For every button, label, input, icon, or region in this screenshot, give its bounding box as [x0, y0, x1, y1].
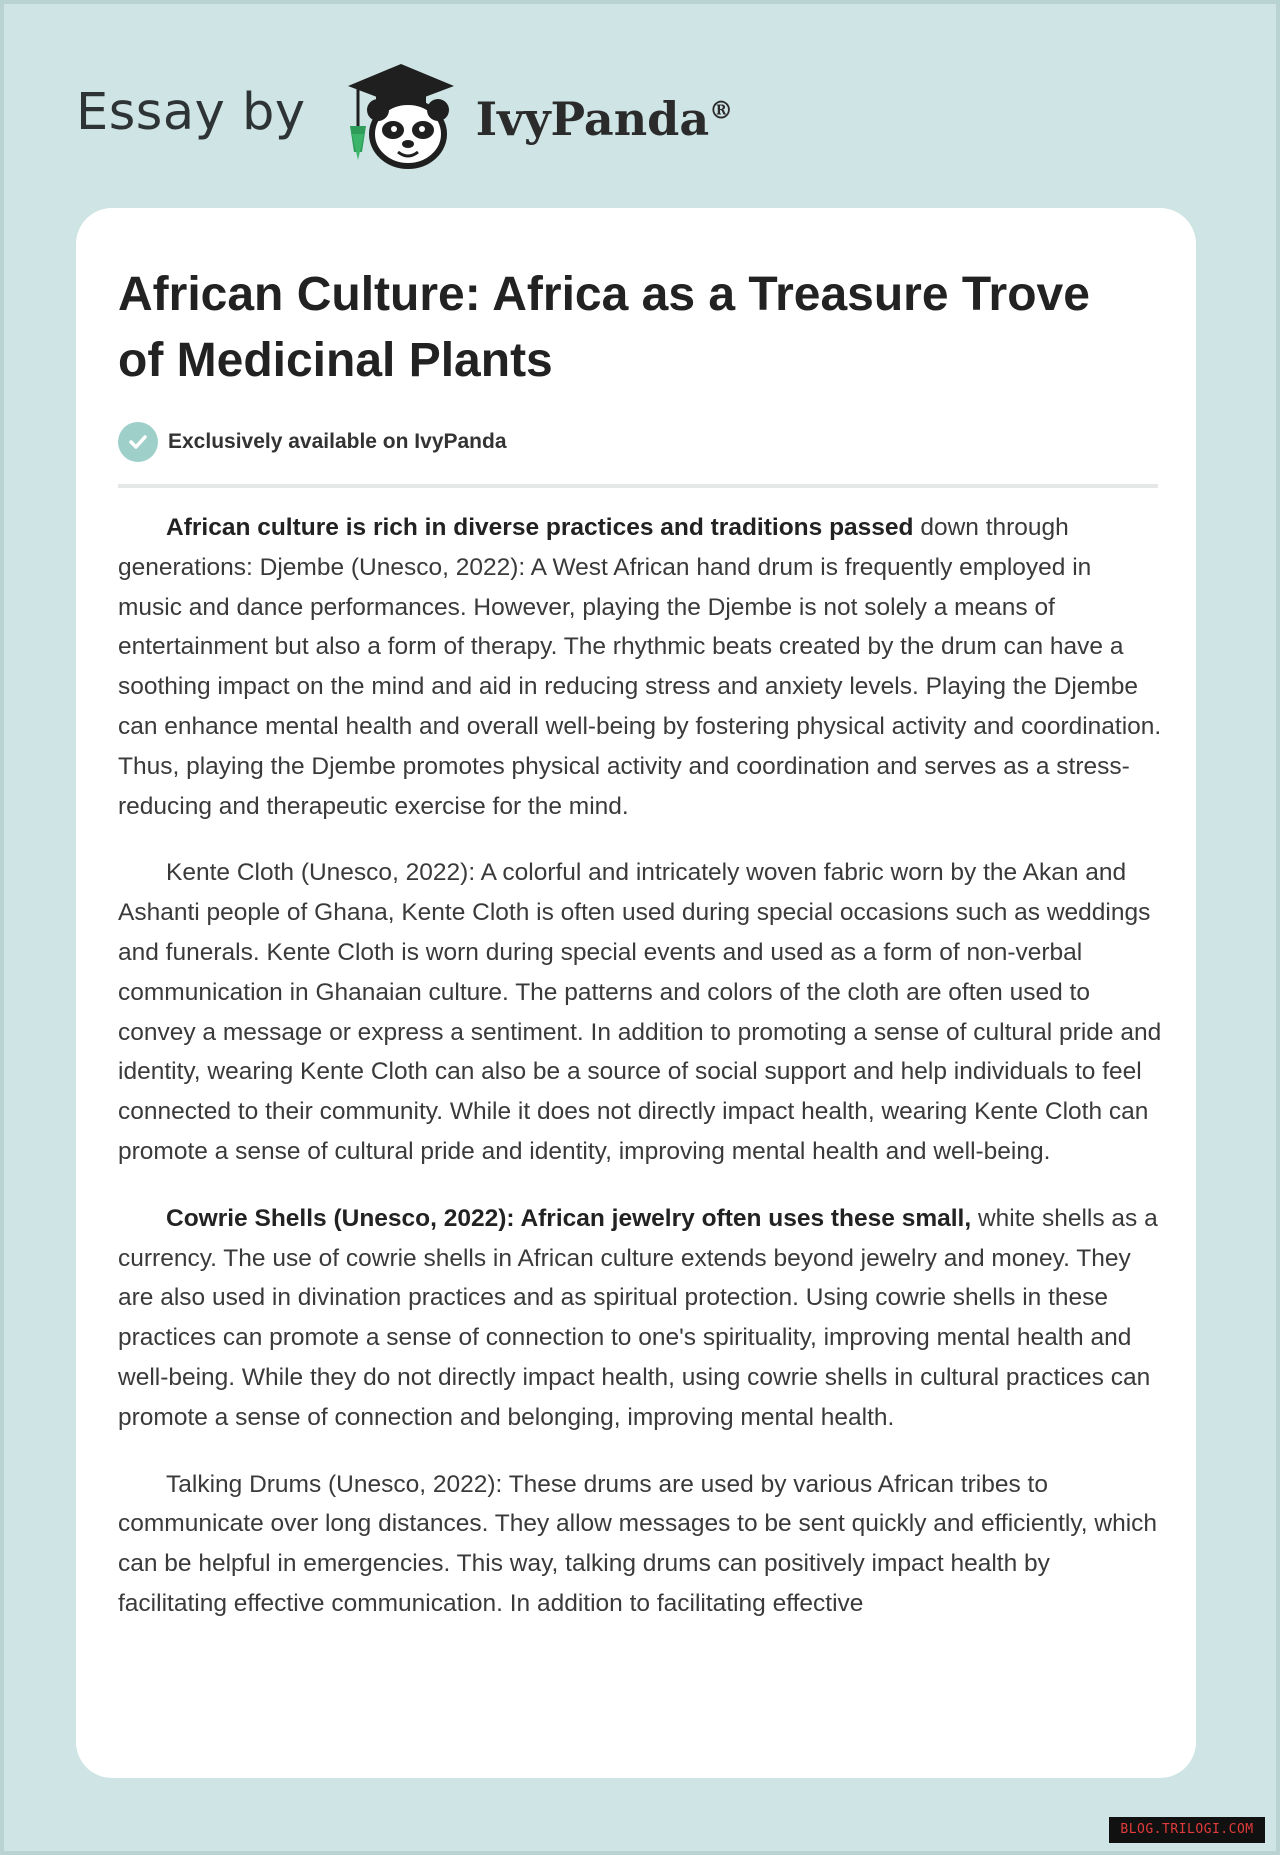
- paragraph: [118, 508, 1162, 826]
- paragraph-text: Kente Cloth (Unesco, 2022): A colorful and intricately woven fabric worn by the Akan and Ashanti people of Ghana, Kente Cloth is often used during special occasions such as weddings and funerals. Kente Cloth is worn during special events and used as a form of non-verbal communication in Ghanaian culture. The patterns and colors of the cloth are often used to convey a message or express a sentiment. In addition to promoting a sense of cultural pride and identity, wearing Kente Cloth can also be a source of social support and help individuals to feel connected to their community. While it does not directly impact health, wearing Kente Cloth can promote a sense of cultural pride and identity, improving mental health and well-being.: [118, 859, 1162, 1165]
- paragraph-lead: African culture is rich in diverse practices and traditions passed: [166, 514, 914, 541]
- paragraph: [118, 1199, 1162, 1438]
- essay-by-label: Essay by: [76, 82, 306, 142]
- brand-text: IvyPanda: [475, 92, 710, 146]
- paragraph-text: down through generations: Djembe (Unesco, 2022): A West African hand drum is frequently employed in music and dance performances. However, playing the Djembe is not solely a means of entertainment but also a form of therapy. The rhythmic beats created by the drum can have a soothing impact on the mind and aid in reducing stress and anxiety levels. Playing the Djembe can enhance mental health and overall well-being by fostering physical activity and coordination. Thus, playing the Djembe promotes physical activity and coordination and serves as a stress-reducing and therapeutic exercise for the mind.: [118, 514, 1162, 820]
- paragraph: [118, 1465, 1162, 1624]
- essay-title: African Culture: Africa as a Treasure Trove of Medicinal Plants: [118, 268, 1090, 387]
- paragraph-text: Talking Drums (Unesco, 2022): These drums are used by various African tribes to communicate over long distances. They allow messages to be sent quickly and efficiently, which can be helpful in emergencies. This way, talking drums can positively impact health by facilitating effective communication. In addition to facilitating effective: [118, 1470, 1158, 1617]
- watermark: BLOG.TRILOGI.COM: [1109, 1817, 1265, 1843]
- check-circle-icon: [118, 422, 158, 462]
- essay-body: [118, 508, 1162, 1651]
- exclusive-label: Exclusively available on IvyPanda: [168, 430, 507, 453]
- paragraph-lead: Cowrie Shells (Unesco, 2022): African jewelry often uses these small,: [166, 1204, 972, 1232]
- header: [76, 56, 733, 176]
- paragraph: [118, 853, 1162, 1171]
- ivypanda-logo-icon[interactable]: [336, 56, 466, 176]
- divider: [118, 484, 1158, 488]
- registered-mark: ®: [709, 95, 734, 125]
- paragraph-text: white shells as a currency. The use of cowrie shells in African culture extends beyond jewelry and money. They are also used in divination practices and as spiritual protection. Using cowrie shells in these practices can promote a sense of connection to one's spirituality, improving mental health and well-being. While they do not directly impact health, using cowrie shells in cultural practices can promote a sense of connection and belonging, improving mental health.: [118, 1204, 1158, 1431]
- exclusive-badge: [118, 422, 507, 462]
- brand-name[interactable]: [476, 92, 734, 146]
- essay-card: [76, 208, 1196, 1778]
